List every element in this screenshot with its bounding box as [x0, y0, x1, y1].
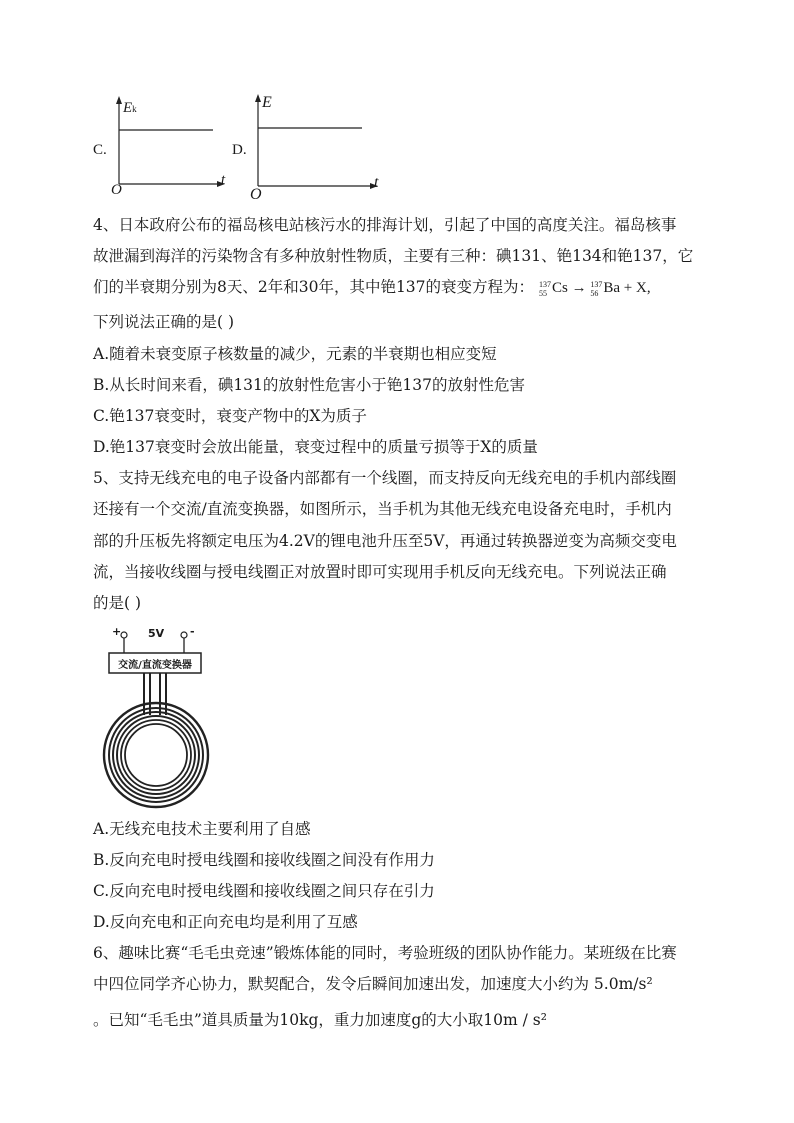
arrow: →	[571, 280, 587, 296]
coil-drawing	[100, 625, 212, 810]
ba-symbol: Ba	[603, 280, 620, 296]
ba-atomic-number: 56	[590, 288, 599, 298]
q4-line-3	[93, 277, 651, 298]
q4-line-3-text: 们的半衰期分别为8天、2年和30年，其中铯137的衰变方程为：	[93, 278, 535, 296]
comma: ,	[646, 280, 651, 296]
q4-line-1: 4、日本政府公布的福岛核电站核污水的排海计划，引起了中国的高度关注。福岛核事	[93, 216, 677, 234]
cs-mass-number: 137	[538, 279, 551, 289]
graph-c-y-label: Ek	[123, 100, 137, 116]
q4-option-d: D.铯137衰变时会放出能量，衰变过程中的质量亏损等于X的质量	[93, 438, 538, 456]
graph-c-option-label: C.	[93, 142, 107, 158]
graph-d-origin: O	[250, 186, 262, 203]
q5-line-5: 的是( )	[93, 594, 142, 612]
graph-d	[232, 92, 387, 204]
q5-line-3: 部的升压板先将额定电压为4.2V的锂电池升压至5V，再通过转换器逆变为高频交变电	[93, 532, 677, 550]
cs-symbol: Cs	[551, 280, 568, 296]
q5-option-b: B.反向充电时授电线圈和接收线圈之间没有作用力	[93, 851, 435, 869]
graph-c-x-label: t	[221, 172, 226, 188]
coil-figure	[100, 625, 212, 810]
q5-line-1: 5、支持无线充电的电子设备内部都有一个线圈，而支持反向无线充电的手机内部线圈	[93, 469, 677, 487]
terminal-plus: +	[112, 625, 122, 638]
converter-label: 交流/直流变换器	[118, 660, 192, 671]
q5-line-2: 还接有一个交流/直流变换器，如图所示，当手机为其他无线充电设备充电时，手机内	[93, 500, 672, 518]
cs-atomic-number: 55	[538, 288, 547, 298]
q5-line-4: 流，当接收线圈与授电线圈正对放置时即可实现用手机反向无线充电。下列说法正确	[93, 563, 667, 581]
q4-option-a: A.随着未衰变原子核数量的减少，元素的半衰期也相应变短	[93, 345, 497, 363]
graph-c-origin: O	[111, 182, 122, 198]
q6-line-1: 6、趣味比赛“毛毛虫竞速”锻炼体能的同时，考验班级的团队协作能力。某班级在比赛	[93, 944, 677, 962]
graph-d-option-label: D.	[232, 142, 247, 158]
graph-d-x-label: t	[374, 174, 379, 191]
q4-line-2: 故泄漏到海洋的污染物含有多种放射性物质，主要有三种：碘131、铯134和铯137，它	[93, 247, 694, 265]
plus-sign: +	[623, 280, 633, 296]
q6-line-3: 。已知“毛毛虫”道具质量为10kg，重力加速度g的大小取10m / s²	[93, 1011, 547, 1029]
terminal-voltage: 5V	[148, 627, 165, 640]
terminal-minus: -	[190, 625, 195, 638]
x-symbol: X	[635, 280, 647, 296]
q4-line-4: 下列说法正确的是( )	[93, 313, 235, 331]
graph-d-y-label: E	[262, 94, 272, 111]
q6-line-2: 中四位同学齐心协力，默契配合，发令后瞬间加速出发，加速度大小约为 5.0m/s²	[93, 975, 653, 993]
decay-equation	[539, 278, 651, 298]
q5-option-d: D.反向充电和正向充电均是利用了互感	[93, 913, 358, 931]
q4-option-c: C.铯137衰变时，衰变产物中的X为质子	[93, 407, 367, 425]
q5-option-a: A.无线充电技术主要利用了自感	[93, 820, 311, 838]
q4-option-b: B.从长时间来看，碘131的放射性危害小于铯137的放射性危害	[93, 376, 525, 394]
q5-option-c: C.反向充电时授电线圈和接收线圈之间只存在引力	[93, 882, 435, 900]
graph-c	[93, 92, 228, 202]
ba-mass-number: 137	[590, 279, 603, 289]
